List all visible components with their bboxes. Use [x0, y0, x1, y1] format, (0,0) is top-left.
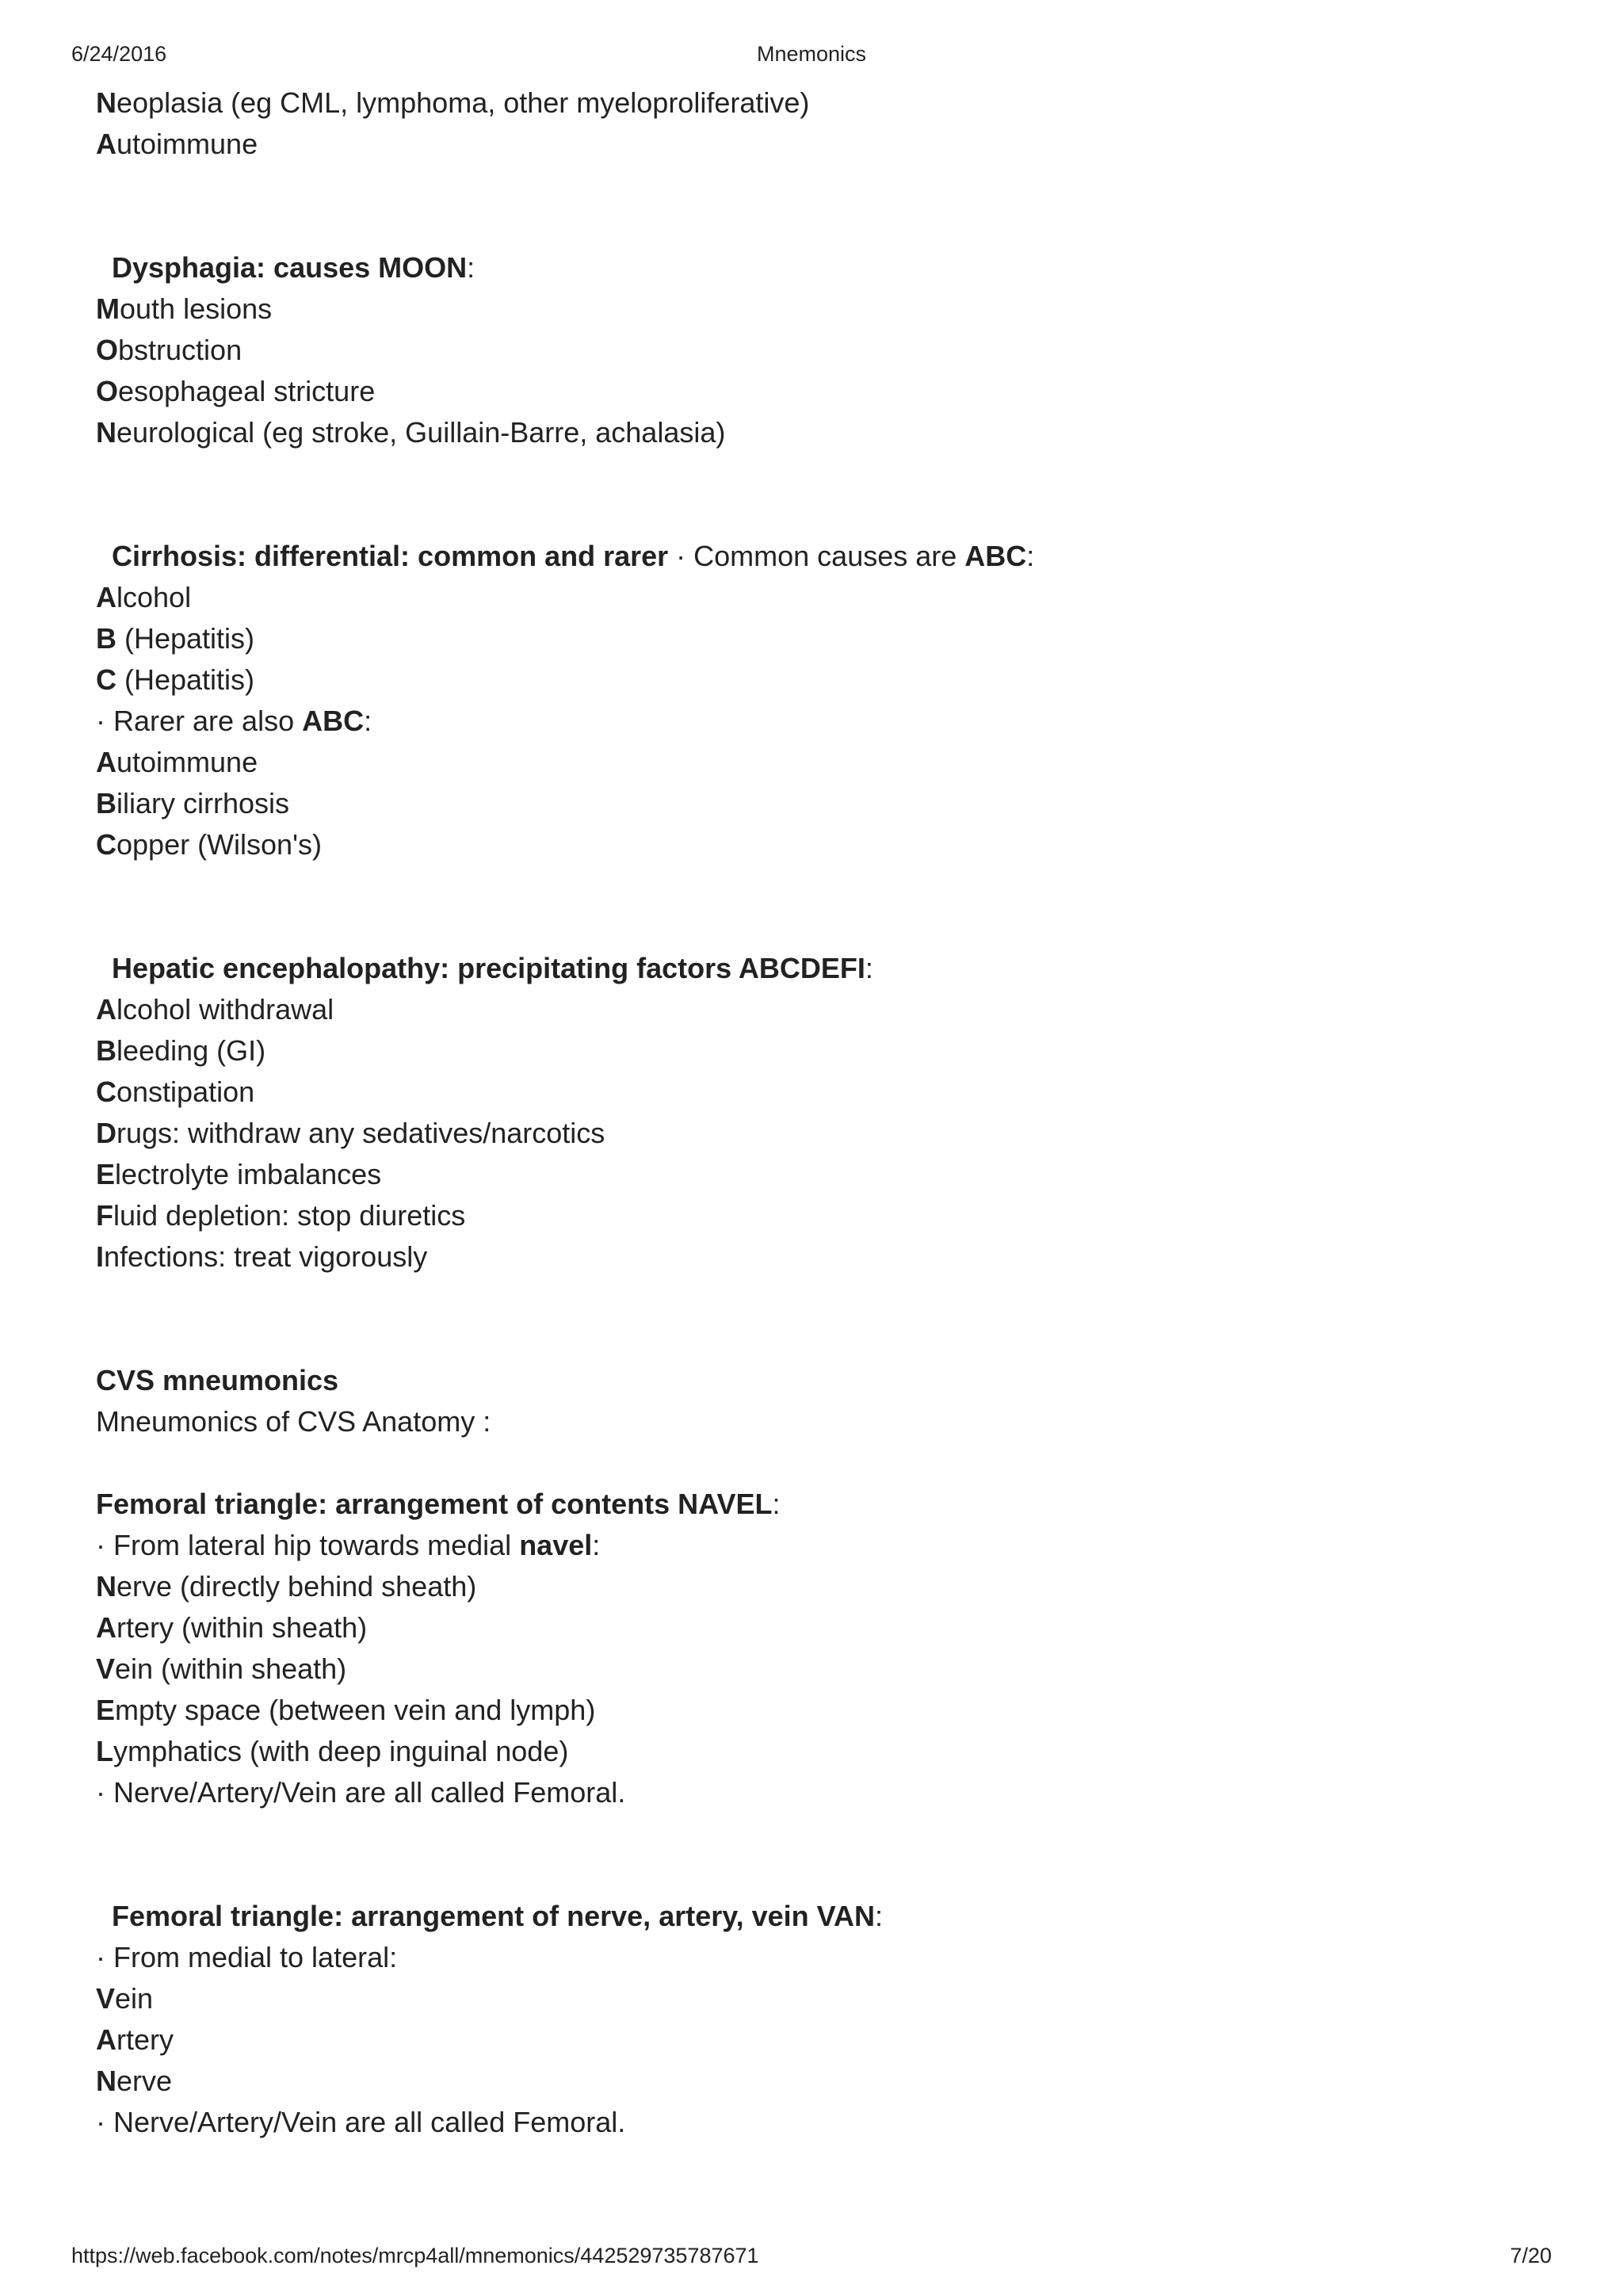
plain-text: ymphatics (with deep inguinal node) — [113, 1735, 569, 1767]
text-line — [96, 1360, 1522, 1401]
bold-text: N — [96, 2065, 116, 2097]
source-url: https://web.facebook.com/notes/mrcp4all/mnemonics/442529735787671 — [71, 2244, 759, 2267]
plain-text: ein — [115, 1982, 154, 2015]
text-line — [96, 82, 1522, 124]
bold-text: O — [96, 334, 119, 366]
text-line — [96, 1484, 1522, 1525]
bold-text: V — [96, 1982, 116, 2015]
plain-text: onstipation — [116, 1075, 255, 1108]
page-title: Mnemonics — [756, 42, 867, 66]
plain-text: opper (Wilson's) — [116, 828, 322, 861]
bold-text: navel — [519, 1529, 593, 1561]
bold-text: C — [96, 828, 116, 861]
plain-text: erve (directly behind sheath) — [116, 1570, 477, 1603]
bold-text: D — [96, 1117, 116, 1149]
bold-text: B — [96, 1034, 116, 1067]
plain-text: (Hepatitis) — [116, 622, 255, 655]
text-line — [96, 1937, 1522, 1978]
bold-text: I — [96, 1240, 105, 1273]
bold-text: E — [96, 1158, 116, 1190]
text-line — [96, 1154, 1522, 1195]
bold-text: Femoral triangle: arrangement of nerve, artery, vein VAN — [112, 1900, 875, 1932]
plain-text: (Hepatitis) — [116, 663, 255, 696]
plain-text: mpty space (between vein and lymph) — [115, 1694, 596, 1726]
bold-text: A — [96, 746, 116, 778]
bold-text: A — [96, 2023, 116, 2056]
text-line — [96, 577, 1522, 618]
text-line — [96, 824, 1522, 865]
text-line — [96, 2102, 1522, 2143]
bold-text: ABC — [964, 540, 1027, 572]
bold-text: B — [96, 787, 116, 819]
plain-text: · From lateral hip towards medial — [96, 1529, 520, 1561]
text-line — [96, 412, 1522, 453]
text-line — [96, 1566, 1522, 1607]
bold-text: N — [96, 416, 116, 449]
plain-text: : — [467, 251, 475, 284]
text-line — [96, 701, 1522, 742]
text-line — [96, 1195, 1522, 1236]
bold-text: A — [96, 581, 116, 613]
text-line — [96, 1731, 1522, 1772]
text-line — [96, 659, 1522, 701]
text-line — [96, 1978, 1522, 2019]
plain-text: outh lesions — [120, 292, 273, 325]
text-line — [96, 1236, 1522, 1278]
bold-text: Cirrhosis: differential: common and rarer — [112, 540, 669, 572]
plain-text: utoimmune — [116, 128, 258, 160]
plain-text: lectrolyte imbalances — [115, 1158, 382, 1190]
bold-text: M — [96, 292, 120, 325]
bold-text: F — [96, 1199, 113, 1232]
text-line — [96, 989, 1522, 1030]
text-line — [96, 742, 1522, 783]
text-line — [96, 1113, 1522, 1154]
bold-text: A — [96, 128, 116, 160]
text-line — [96, 1030, 1522, 1072]
plain-text: · Common causes are — [668, 540, 965, 572]
plain-text: rtery — [116, 2023, 174, 2056]
plain-text: Mneumonics of CVS Anatomy : — [96, 1405, 491, 1438]
plain-text: eurological (eg stroke, Guillain-Barre, achalasia) — [116, 416, 726, 449]
plain-text: : — [1026, 540, 1035, 572]
print-date: 6/24/2016 — [71, 42, 167, 66]
plain-text: : — [592, 1529, 601, 1561]
plain-text: rugs: withdraw any sedatives/narcotics — [116, 1117, 605, 1149]
plain-text: : — [874, 1900, 883, 1932]
bold-text: Dysphagia: causes MOON — [112, 251, 468, 284]
page-number: 7/20 — [1510, 2244, 1552, 2267]
bold-text: ABC — [302, 705, 365, 737]
blank-line — [96, 206, 1522, 247]
plain-text: nfections: treat vigorously — [104, 1240, 428, 1273]
text-line — [96, 618, 1522, 659]
bold-text: E — [96, 1694, 116, 1726]
section-heading — [96, 536, 1522, 577]
blank-line — [96, 453, 1522, 495]
plain-text: : — [364, 705, 372, 737]
plain-text: · Nerve/Artery/Vein are all called Femoral. — [96, 1776, 626, 1809]
plain-text: bstruction — [118, 334, 242, 366]
bold-text: O — [96, 375, 119, 407]
plain-text: · Rarer are also — [96, 705, 303, 737]
plain-text: erve — [116, 2065, 173, 2097]
bold-text: Hepatic encephalopathy: precipitating factors ABCDEFI — [112, 952, 865, 984]
blank-line — [96, 865, 1522, 907]
bold-text: N — [96, 1570, 116, 1603]
plain-text: eoplasia (eg CML, lymphoma, other myeloproliferative) — [116, 86, 810, 119]
plain-text: · Nerve/Artery/Vein are all called Femoral. — [96, 2106, 626, 2138]
plain-text: leeding (GI) — [116, 1034, 266, 1067]
bold-text: C — [96, 1075, 116, 1108]
plain-text: : — [865, 952, 873, 984]
text-line — [96, 1401, 1522, 1442]
text-line — [96, 330, 1522, 371]
text-line — [96, 2061, 1522, 2102]
blank-line — [96, 1319, 1522, 1360]
bold-text: CVS mneumonics — [96, 1364, 339, 1396]
plain-text: iliary cirrhosis — [116, 787, 290, 819]
text-line — [96, 1525, 1522, 1566]
plain-text: : — [772, 1488, 781, 1520]
bold-text: A — [96, 993, 116, 1026]
text-line — [96, 1072, 1522, 1113]
text-line — [96, 1690, 1522, 1731]
plain-text: esophageal stricture — [118, 375, 376, 407]
text-line — [96, 1772, 1522, 1813]
blank-line — [96, 1278, 1522, 1319]
bold-text: Femoral triangle: arrangement of contents NAVEL — [96, 1488, 773, 1520]
document-body — [96, 82, 1522, 2143]
text-line — [96, 124, 1522, 165]
plain-text: · From medial to lateral: — [96, 1941, 398, 1973]
text-line — [96, 371, 1522, 412]
bold-text: C — [96, 663, 116, 696]
section-heading — [96, 1896, 1522, 1937]
blank-line — [96, 165, 1522, 206]
plain-text: ein (within sheath) — [115, 1652, 347, 1685]
plain-text: rtery (within sheath) — [116, 1611, 368, 1644]
bold-text: L — [96, 1735, 113, 1767]
bold-text: B — [96, 622, 116, 655]
blank-line — [96, 1813, 1522, 1855]
text-line — [96, 1607, 1522, 1648]
section-heading — [96, 247, 1522, 288]
text-line — [96, 288, 1522, 330]
plain-text: utoimmune — [116, 746, 258, 778]
bold-text: N — [96, 86, 116, 119]
text-line — [96, 1648, 1522, 1690]
blank-line — [96, 907, 1522, 948]
plain-text: lcohol — [116, 581, 192, 613]
bold-text: A — [96, 1611, 116, 1644]
plain-text: luid depletion: stop diuretics — [113, 1199, 466, 1232]
blank-line — [96, 1442, 1522, 1484]
text-line — [96, 2019, 1522, 2061]
blank-line — [96, 495, 1522, 536]
text-line — [96, 783, 1522, 824]
section-heading — [96, 948, 1522, 989]
plain-text: lcohol withdrawal — [116, 993, 334, 1026]
bold-text: V — [96, 1652, 116, 1685]
blank-line — [96, 1855, 1522, 1896]
